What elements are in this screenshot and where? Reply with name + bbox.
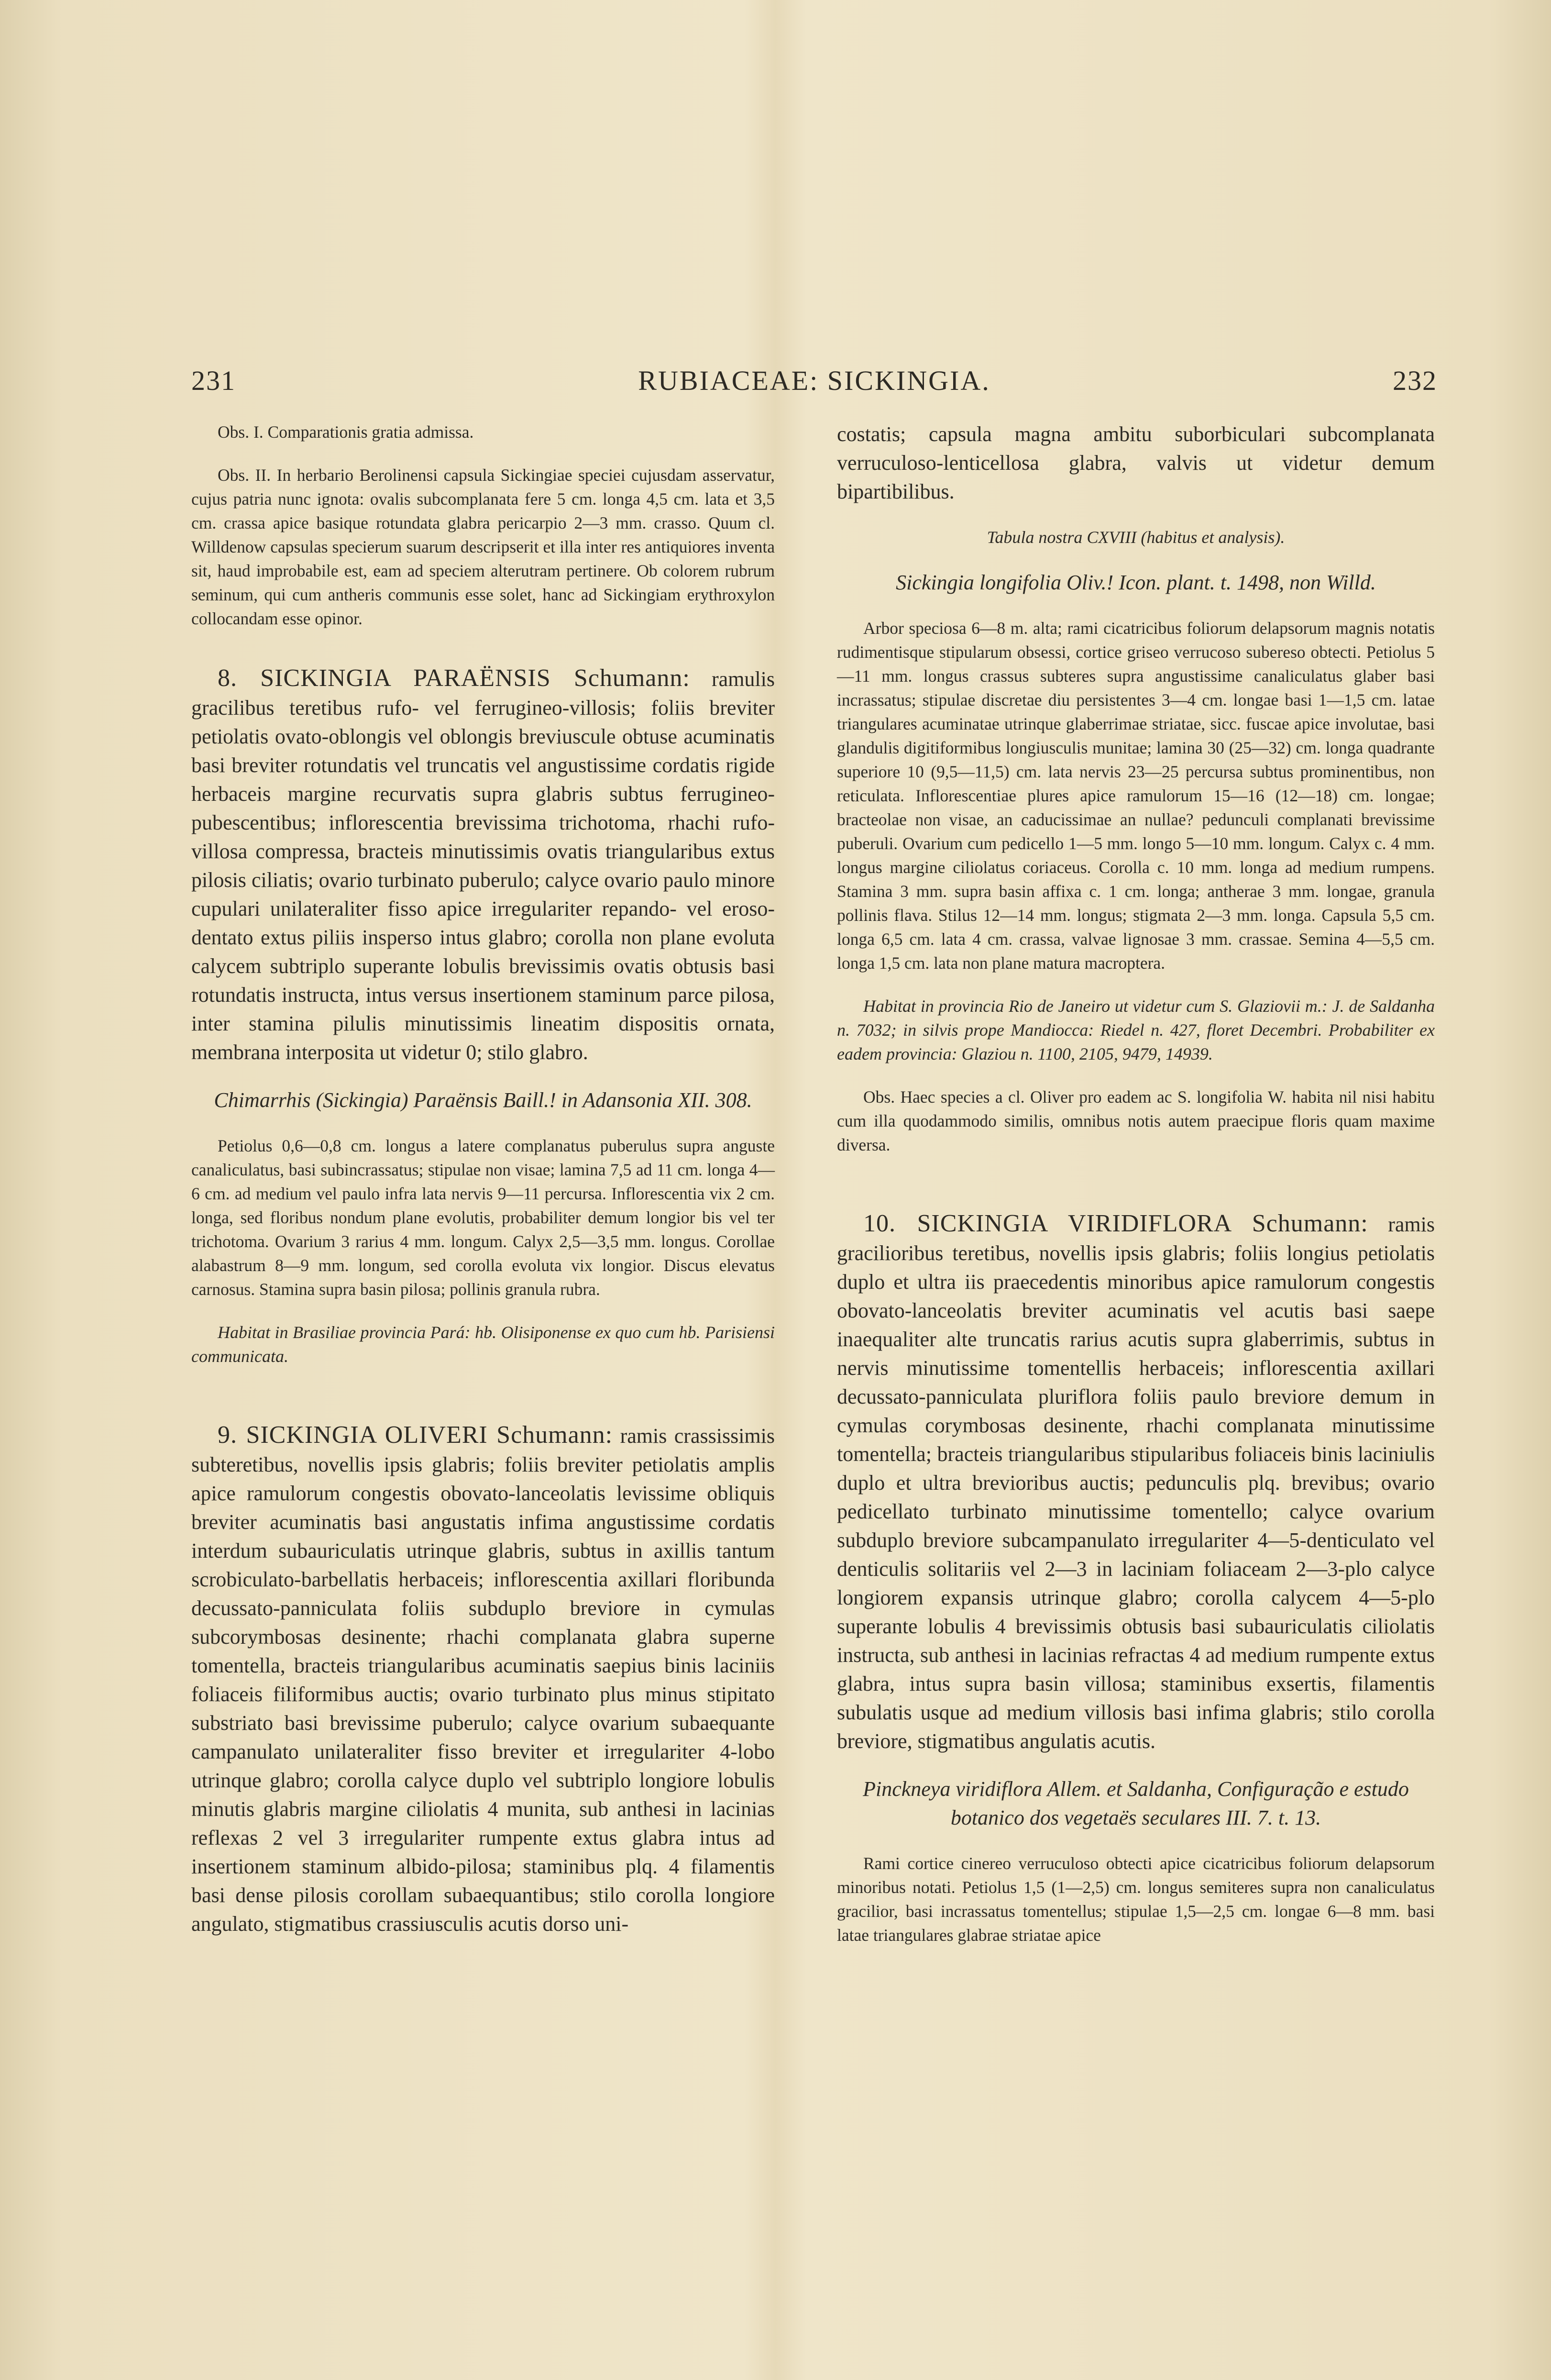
- running-header: [191, 365, 1437, 398]
- species-8-description: [191, 664, 775, 1067]
- page-number-right: 232: [1393, 365, 1437, 396]
- species-9-continued: costatis; capsula magna ambitu suborbiculari subcomplanata verruculoso-lenticellosa glabra, valvis ut videtur demum bipartibilibus.: [837, 422, 1435, 503]
- species-10-reference: Pinckneya viridiflora Allem. et Saldanha, Configuração e estudo botanico dos vegetaës seculares III. 7. t. 13.: [863, 1777, 1409, 1829]
- species-8-heading: 8. SICKINGIA PARAËNSIS Schumann:: [218, 664, 690, 692]
- left-column: [191, 420, 775, 1938]
- species-10-details: Rami cortice cinereo verruculoso obtecti apice cicatricibus foliorum delapsorum minoribus notati. Petiolus 1,5 (1—2,5) cm. longus semiteres supra non canaliculatus gracilior, basi incrassatus tomentellus; stipulae 1,5—2,5 cm. longae 6—8 mm. basi latae triangulares glabrae striatae apice: [837, 1854, 1435, 1945]
- species-8-reference: Chimarrhis (Sickingia) Paraënsis Baill.! in Adansonia XII. 308.: [214, 1088, 752, 1112]
- species-9-habitat: Habitat in provincia Rio de Janeiro ut videtur cum S. Glaziovii m.: J. de Saldanha n. 7032; in silvis prope Mandiocca: Riedel n. 427, floret Decembri. Probabiliter ex eadem provincia: Glaziou n. 1100, 2105, 9479, 14939.: [837, 996, 1435, 1063]
- species-9-description: [191, 1421, 775, 1938]
- species-9-heading: 9. SICKINGIA OLIVERI Schumann:: [218, 1421, 613, 1449]
- species-10-heading: 10. SICKINGIA VIRIDIFLORA Schumann:: [863, 1210, 1368, 1237]
- obs-2: Obs. II. In herbario Berolinensi capsula Sickingiae speciei cujusdam asservatur, cujus patria nunc ignota: ovalis subcomplanata fere 5 cm. longa 4,5 cm. lata et 3,5 cm. crassa apice basique rotundata glabra pericarpio 2—3 mm. crasso. Quum cl. Willdenow capsulas specierum suarum descripserit et illa inter res antiquiores inventa sit, haud improbabile est, eam ad speciem alterutram pertinere. Ob colorem rubrum seminum, qui cum antheris communis esse solet, hanc ad Sickingiam erythroxylon collocandam esse opinor.: [191, 465, 775, 628]
- species-9-obs: Obs. Haec species a cl. Oliver pro eadem ac S. longifolia W. habita nil nisi habitu cum illa quodammodo similis, omnibus notis autem praecipue floris quam maxime diversa.: [837, 1087, 1435, 1154]
- species-8-habitat: Habitat in Brasiliae provincia Pará: hb. Olisiponense ex quo cum hb. Parisiensi communicata.: [191, 1323, 775, 1366]
- species-8-details: Petiolus 0,6—0,8 cm. longus a latere complanatus puberulus supra anguste canaliculatus, basi subincrassatus; stipulae non visae; lamina 7,5 ad 11 cm. longa 4—6 cm. ad medium vel paulo infra lata nervis 9—11 percursa. Inflorescentia vix 2 cm. longa, sed floribus nondum plane evolutis, probabiliter demum longior bis vel ter trichotoma. Ovarium 3 rarius 4 mm. longum. Calyx 2,5—3,5 mm. longus. Corollae alabastrum 8—9 mm. longum, sed corolla evoluta vix longior. Discus elevatus carnosus. Stamina supra basin pilosa; pollinis granula rubra.: [191, 1136, 775, 1299]
- species-9-details: Arbor speciosa 6—8 m. alta; rami cicatricibus foliorum delapsorum magnis notatis rudimentisque stipularum obsessi, cortice griseo verrucoso subereso obtecti. Petiolus 5—11 mm. longus crassus subteres supra angustissime canaliculatus glaber basi incrassatus; stipulae discretae diu persistentes 3—4 cm. longae basi 1—1,5 cm. latae triangulares acuminatae utrinque glaberrimae striatae, sicc. fuscae apice involutae, basi glandulis digitiformibus longiusculis munitae; lamina 30 (25—32) cm. longa quadrante superiore 10 (9,5—11,5) cm. lata nervis 23—25 percursa subtus prominentibus, non reticulata. Inflorescentiae plures apice ramulorum 15—16 (12—18) cm. longae; bracteolae non visae, an caducissimae an nullae? pedunculi complanati brevissime puberuli. Ovarium cum pedicello 1—5 mm. longo 5—10 mm. longum. Calyx c. 4 mm. longus margine ciliolatus coriaceus. Corolla c. 10 mm. longa ad medium rumpens. Stamina 3 mm. supra basin affixa c. 1 cm. longa; antherae 3 mm. longae, granula pollinis flava. Stilus 12—14 mm. longus; stigmata 2—3 mm. longa. Capsula 5,5 cm. longa 6,5 cm. lata 4 cm. crassa, valvae lignosae 3 mm. crassae. Semina 4—5,5 cm. longa 1,5 cm. lata non plane matura macroptera.: [837, 619, 1435, 973]
- species-10-description: [837, 1209, 1435, 1756]
- page-number-left: 231: [191, 365, 236, 396]
- species-10-diagnosis: ramis gracilioribus teretibus, novellis ipsis glabris; foliis longius petiolatis duplo et ultra iis praecedentis minoribus apice ramulorum congestis obovato-lanceolatis breviter acuminatis vel acutis basi saepe inaequaliter alte truncatis rarius acutis supra glaberrimis, subtus in nervis minutissime tomentellis herbaceis; inflorescentia axillari decussato-panniculata pluriflora foliis paulo breviore demum in cymulas corymbosas desinente, rhachi complanata minutissime tomentella; bracteis triangularibus stipularibus foliaceis binis laciniulis duplo et ultra brevioribus auctis; pedunculis plq. brevibus; ovario pedicellato turbinato minutissime tomentello; calyce ovarium subduplo breviore subcampanulato irregulariter 4—5-denticulato vel denticulis solitariis vel 2—3 in laciniam foliaceam 2—3-plo calyce longiorem expansis utrinque glabro; corolla calycem 4—5-plo superante lobulis 4 brevissimis obtusis basi subauriculatis ciliolatis instructa, sub anthesi in lacinias refractas 4 ad medium rumpente extus glabra, intus supra basin villosa; staminibus exsertis, filamentis subulatis usque ad medium villosis basi infima glabris; stilo corolla breviore, stigmatibus angulatis acutis.: [837, 1213, 1435, 1753]
- species-9-diagnosis: ramis crassissimis subteretibus, novellis ipsis glabris; foliis breviter petiolatis amplis apice ramulorum congestis obovato-lanceolatis levissime obliquis breviter acuminatis basi angustatis infima angustissime cordatis interdum subauriculatis utrinque glabris, subtus in axillis tantum scrobiculato-barbellatis herbaceis; inflorescentia axillari floribunda decussato-panniculata foliis subduplo breviore in cymulas subcorymbosas desinente; rhachi complanata glabra superne tomentella, bracteis triangularibus acuminatis saepius binis laciniis foliaceis filiformibus auctis; ovario turbinato plus minus stipitato substriato basi brevissime puberulo; calyce ovarium subaequante campanulato unilateraliter fisso breviter et irregulariter 4-lobo utrinque glabro; corolla calyce duplo vel subtriplo longiore lobulis minutis glabris margine ciliolatis 4 munita, sub anthesi in lacinias reflexas 2 vel 3 irregulariter rumpente extus glabra intus ad insertionem staminum albido-pilosa; staminibus plq. 4 filamentis basi dense pilosis corollam subaequantibus; stilo corolla longiore angulato, stigmatibus crassiusculis acutis dorso uni-: [191, 1424, 775, 1936]
- obs-1: Obs. I. Comparationis gratia admissa.: [218, 422, 474, 442]
- species-9-reference: Sickingia longifolia Oliv.! Icon. plant. t. 1498, non Willd.: [896, 571, 1376, 594]
- plate-reference: Tabula nostra CXVIII (habitus et analysis).: [987, 528, 1285, 547]
- running-title: RUBIACEAE: SICKINGIA.: [638, 365, 990, 396]
- right-column: [837, 420, 1435, 1947]
- species-8-diagnosis: ramulis gracilibus teretibus rufo- vel ferrugineo-villosis; foliis breviter petiolatis ovato-oblongis vel oblongis breviuscule obtuse acuminatis basi breviter rotundatis vel truncatis vel angustissime cordatis rigide herbaceis margine recurvatis supra glabris subtus ferrugineo-pubescentibus; inflorescentia brevissima trichotoma, rhachi rufo-villosa compressa, bracteis minutissimis ovatis triangularibus extus pilosis ciliatis; ovario turbinato puberulo; calyce ovario paulo minore cupulari unilateraliter fisso apice irregulariter repando- vel eroso-dentato extus piliis insperso intus glabro; corolla non plane evoluta calycem subtriplo superante lobulis brevissimis ovatis obtusis basi rotundatis instructa, intus versus insertionem staminum parce pilosa, inter stamina pilulis minutissimis lineatim dispositis ornata, membrana interposita ut videtur 0; stilo glabro.: [191, 667, 775, 1064]
